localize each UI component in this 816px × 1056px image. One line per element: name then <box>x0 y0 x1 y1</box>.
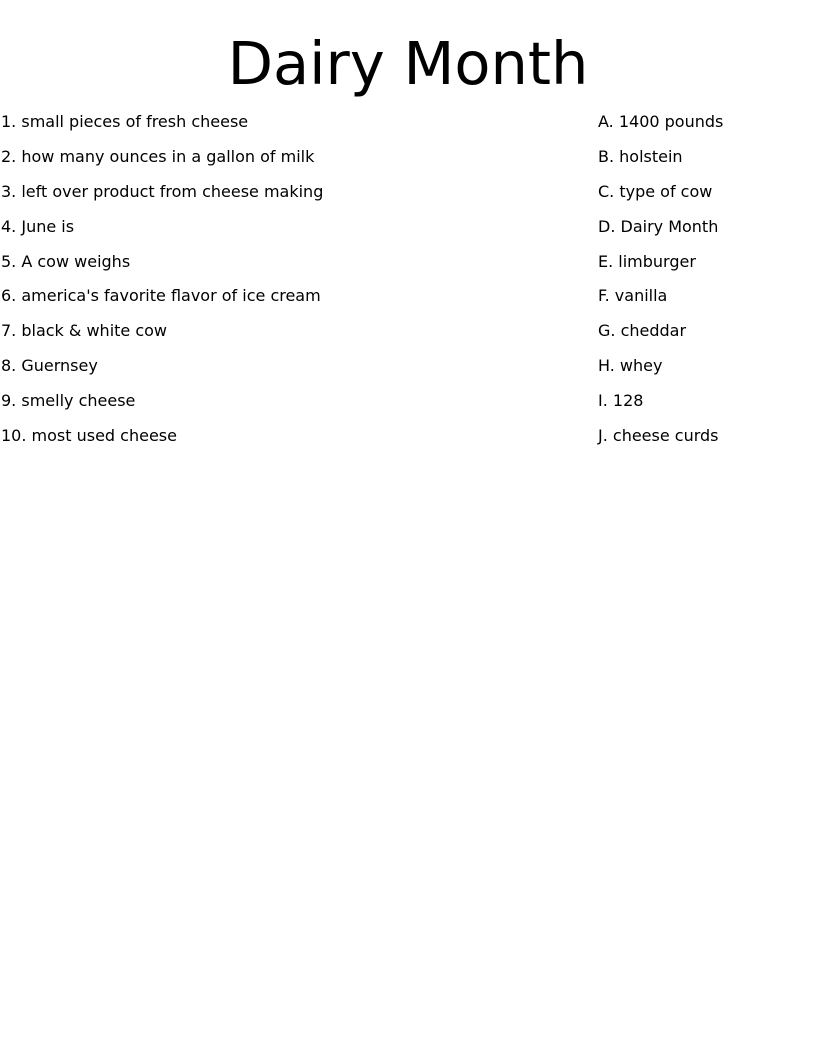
clue-item: 1. small pieces of fresh cheese <box>1 112 249 131</box>
clue-item: 4. June is <box>1 216 75 236</box>
answer-item: H. whey <box>598 356 663 376</box>
clue-list <box>1 112 561 461</box>
answer-item: F. vanilla <box>598 286 668 306</box>
answer-item: J. cheese curds <box>598 426 719 446</box>
clue-item: 3. left over product from cheese making <box>1 181 324 201</box>
answer-item: B. holstein <box>598 146 683 166</box>
clue-item: 10. most used cheese <box>1 426 177 446</box>
answer-item: C. type of cow <box>598 181 713 201</box>
answer-list <box>598 112 814 461</box>
answer-item: D. Dairy Month <box>598 216 719 236</box>
clue-item: 7. black & white cow <box>1 321 168 341</box>
answer-item: E. limburger <box>598 251 696 271</box>
clue-item: 5. A cow weighs <box>1 251 131 271</box>
answer-item: G. cheddar <box>598 321 687 341</box>
clue-item: 9. smelly cheese <box>1 391 136 411</box>
clue-item: 2. how many ounces in a gallon of milk <box>1 146 315 166</box>
clue-item: 8. Guernsey <box>1 356 98 376</box>
clue-item: 6. america's favorite flavor of ice cream <box>1 286 321 306</box>
answer-item: A. 1400 pounds <box>598 112 724 131</box>
answer-item: I. 128 <box>598 391 644 411</box>
page-title: Dairy Month <box>227 29 589 98</box>
